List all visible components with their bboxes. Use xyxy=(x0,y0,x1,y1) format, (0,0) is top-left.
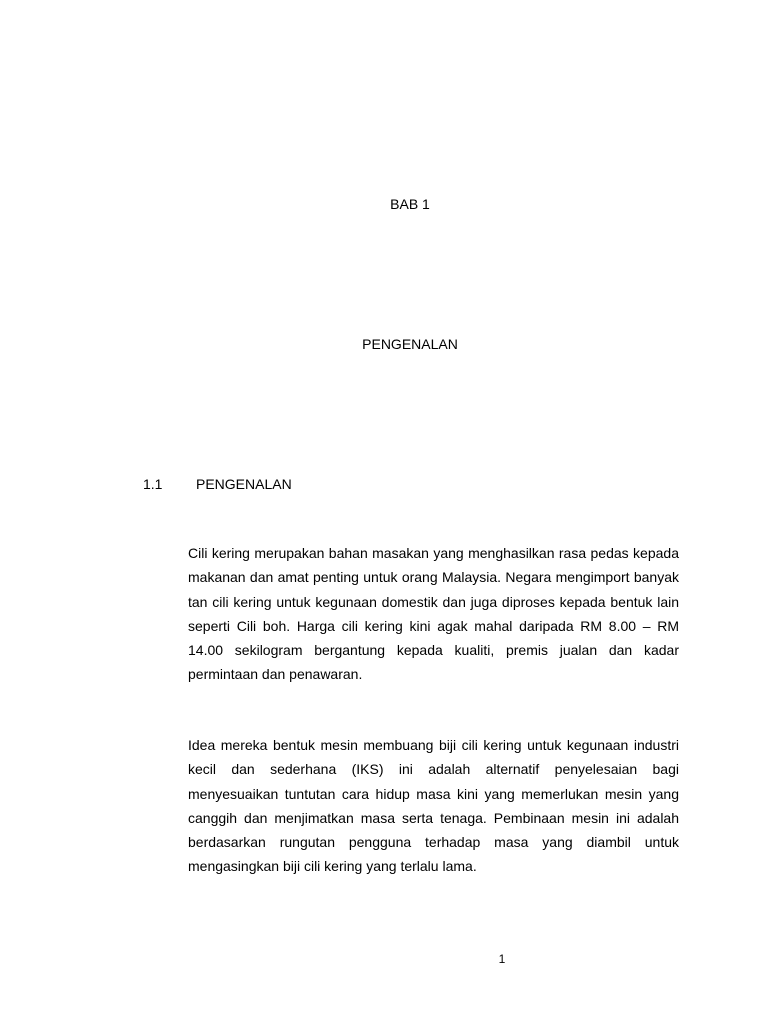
paragraph-2: Idea mereka bentuk mesin membuang biji cili kering untuk kegunaan industri kecil dan sederhana (IKS) ini adalah alternatif penyelesaian bagi menyesuaikan tuntutan cara hidup masa kini yang memerlukan mesin yang canggih dan menjimatkan masa serta tenaga. Pembinaan mesin ini adalah berdasarkan rungutan pengguna terhadap masa yang diambil untuk mengasingkan biji cili kering yang terlalu lama. xyxy=(188,737,679,875)
page-number: 1 xyxy=(498,952,506,966)
section-number: 1.1 xyxy=(143,476,163,492)
paragraph-1: Cili kering merupakan bahan masakan yang menghasilkan rasa pedas kepada makanan dan amat penting untuk orang Malaysia. Negara mengimport banyak tan cili kering untuk kegunaan domestik dan juga diproses kepada bentuk lain seperti Cili boh. Harga cili kering kini agak mahal daripada RM 8.00 – RM 14.00 sekilogram bergantung kepada kualiti, premis jualan dan kadar permintaan dan penawaran. xyxy=(188,545,679,683)
chapter-label: BAB 1 xyxy=(390,196,430,212)
chapter-title: PENGENALAN xyxy=(362,336,458,352)
section-title: PENGENALAN xyxy=(196,476,292,492)
section-heading xyxy=(143,476,292,492)
